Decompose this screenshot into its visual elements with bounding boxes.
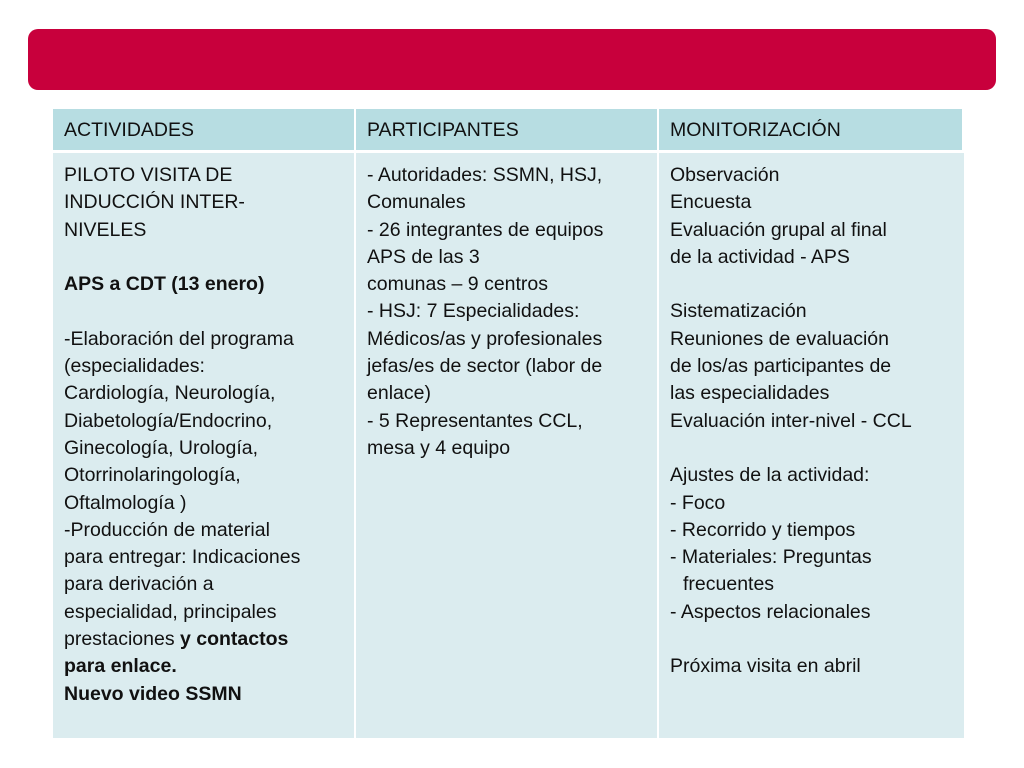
- text-line: Próxima visita en abril: [670, 655, 861, 678]
- cell-monitorizacion: [659, 153, 964, 738]
- text-line: - Aspectos relacionales: [670, 600, 871, 623]
- cell-participantes: [356, 153, 659, 738]
- header-actividades: ACTIVIDADES: [53, 109, 356, 153]
- cell-actividades: [53, 153, 356, 738]
- text-line: Reuniones de evaluación: [670, 327, 889, 350]
- text-line: de los/as participantes de: [670, 355, 892, 378]
- text-line: Evaluación grupal al final: [670, 218, 887, 241]
- text-line: - Autoridades: SSMN, HSJ,: [367, 164, 603, 186]
- text-line: Ajustes de la actividad:: [670, 464, 870, 487]
- text-line: Otorrinolaringología,: [64, 464, 241, 487]
- text-line: Encuesta: [670, 191, 752, 214]
- text-line: Evaluación inter-nivel - CCL: [670, 409, 912, 432]
- text-line: comunas – 9 centros: [367, 273, 549, 296]
- activities-table: [53, 109, 964, 738]
- text-line: -Elaboración del programa: [64, 327, 294, 350]
- text-line: las especialidades: [670, 382, 830, 405]
- text-line: Observación: [670, 164, 780, 186]
- text-line: Cardiología, Neurología,: [64, 382, 276, 405]
- text-line: jefas/es de sector (labor de: [367, 355, 603, 378]
- text-line: - Foco: [670, 491, 726, 514]
- text-line: - 26 integrantes de equipos: [367, 218, 604, 241]
- text-line: - Materiales: Preguntas: [670, 546, 872, 569]
- text-line-bold: para enlace.: [64, 655, 177, 678]
- text-line: enlace): [367, 382, 431, 405]
- text-line: Oftalmología ): [64, 491, 187, 514]
- text-line: PILOTO VISITA DE: [64, 164, 233, 186]
- text-line: - HSJ: 7 Especialidades:: [367, 300, 580, 323]
- text-line: frecuentes: [683, 573, 775, 596]
- text-line-bold: Nuevo video SSMN: [64, 682, 242, 705]
- text-line: NIVELES: [64, 218, 147, 241]
- text-line: especialidad, principales: [64, 600, 277, 623]
- text-line: Comunales: [367, 191, 466, 214]
- text-line: Sistematización: [670, 300, 807, 323]
- text-line: - 5 Representantes CCL,: [367, 409, 583, 432]
- text-line: INDUCCIÓN INTER-: [64, 191, 245, 214]
- text-line: APS de las 3: [367, 245, 480, 268]
- text-line: para entregar: Indicaciones: [64, 546, 301, 569]
- text-line: Ginecología, Urología,: [64, 436, 259, 459]
- text-segment-bold: y contactos: [179, 628, 289, 651]
- text-line: -Producción de material: [64, 518, 270, 541]
- text-line: Diabetología/Endocrino,: [64, 409, 273, 432]
- text-line: para derivación a: [64, 573, 214, 596]
- header-monitorizacion: MONITORIZACIÓN: [659, 109, 964, 153]
- text-segment: prestaciones: [64, 628, 180, 651]
- title-bar: [28, 29, 996, 90]
- text-line: de la actividad - APS: [670, 245, 850, 268]
- text-line: (especialidades:: [64, 355, 205, 378]
- text-line: - Recorrido y tiempos: [670, 518, 856, 541]
- text-line-mixed: [64, 626, 344, 653]
- text-line: Médicos/as y profesionales: [367, 327, 603, 350]
- text-line: mesa y 4 equipo: [367, 436, 511, 459]
- header-participantes: PARTICIPANTES: [356, 109, 659, 153]
- text-line-bold: APS a CDT (13 enero): [64, 273, 265, 296]
